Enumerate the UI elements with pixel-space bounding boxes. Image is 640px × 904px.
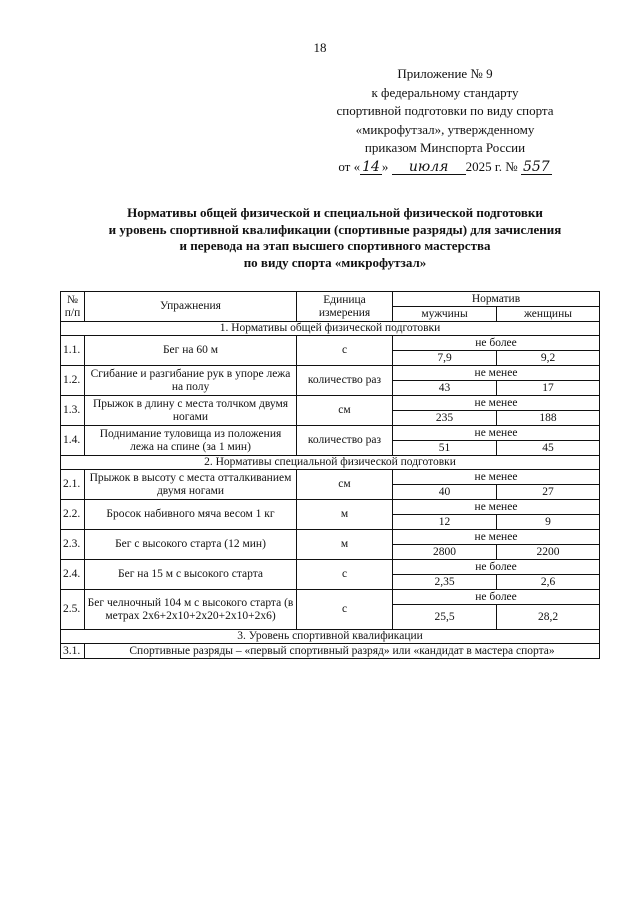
row-unit: м (297, 530, 393, 560)
year-text: 2025 г. № (465, 158, 518, 174)
title-line: и уровень спортивной квалификации (спортивные разряды) для зачисления (108, 221, 562, 237)
row-number: 1.3. (61, 396, 85, 426)
row-men-value: 51 (393, 441, 497, 456)
row-men-value: 2800 (393, 545, 497, 560)
row-exercise: Поднимание туловища из положения лежа на спине (за 1 мин) (85, 426, 297, 456)
row-men-value: 25,5 (393, 605, 497, 630)
row-condition: не менее (393, 530, 600, 545)
row-qualification: Спортивные разряды – «первый спортивный разряд» или «кандидат в мастера спорта» (85, 644, 600, 659)
row-women-value: 188 (497, 411, 600, 426)
row-condition: не менее (393, 500, 600, 515)
document-title (40, 205, 630, 271)
header-number: № п/п (61, 292, 85, 322)
row-men-value: 43 (393, 381, 497, 396)
row-exercise: Бросок набивного мяча весом 1 кг (85, 500, 297, 530)
row-unit: с (297, 336, 393, 366)
row-women-value: 27 (497, 485, 600, 500)
section-heading: 3. Уровень спортивной квалификации (61, 630, 600, 644)
appendix-line: «микрофутзал», утвержденному (355, 121, 535, 137)
header-women: женщины (497, 307, 600, 322)
title-line: Нормативы общей физической и специальной физической подготовки (127, 205, 543, 220)
row-number: 2.4. (61, 560, 85, 590)
row-number: 2.5. (61, 590, 85, 630)
row-women-value: 9,2 (497, 351, 600, 366)
row-men-value: 7,9 (393, 351, 497, 366)
appendix-line: к федеральному стандарту (371, 84, 519, 100)
header-norm: Норматив (393, 292, 600, 307)
row-unit: с (297, 560, 393, 590)
row-unit: с (297, 590, 393, 630)
row-number: 1.1. (61, 336, 85, 366)
row-men-value: 12 (393, 515, 497, 530)
row-men-value: 2,35 (393, 575, 497, 590)
row-number: 1.4. (61, 426, 85, 456)
norms-table (60, 291, 600, 659)
handwritten-day: 14 (362, 158, 380, 175)
row-exercise: Бег на 15 м с высокого старта (85, 560, 297, 590)
order-date-line (295, 158, 595, 177)
title-line: по виду спорта «микрофутзал» (243, 254, 427, 270)
title-line: и перевода на этап высшего спортивного мастерства (179, 238, 491, 253)
row-number: 2.2. (61, 500, 85, 530)
appendix-line: спортивной подготовки по виду спорта (336, 103, 554, 118)
date-mid: » (381, 158, 389, 174)
row-men-value: 40 (393, 485, 497, 500)
row-women-value: 17 (497, 381, 600, 396)
row-unit: см (297, 396, 393, 426)
header-unit: Единица измерения (297, 292, 393, 322)
row-exercise: Бег на 60 м (85, 336, 297, 366)
row-condition: не более (393, 336, 600, 351)
appendix-block (295, 65, 595, 176)
date-prefix: от « (338, 158, 361, 174)
handwritten-month: июля (392, 161, 466, 175)
row-number: 2.3. (61, 530, 85, 560)
row-men-value: 235 (393, 411, 497, 426)
row-condition: не менее (393, 470, 600, 485)
row-women-value: 9 (497, 515, 600, 530)
row-exercise: Бег с высокого старта (12 мин) (85, 530, 297, 560)
header-men: мужчины (393, 307, 497, 322)
row-unit: количество раз (297, 426, 393, 456)
row-exercise: Бег челночный 104 м с высокого старта (в метрах 2х6+2х10+2х20+2х10+2х6) (85, 590, 297, 630)
section-heading: 1. Нормативы общей физической подготовки (61, 322, 600, 336)
row-women-value: 28,2 (497, 605, 600, 630)
row-women-value: 2,6 (497, 575, 600, 590)
row-women-value: 2200 (497, 545, 600, 560)
page-number: 18 (313, 40, 327, 55)
row-unit: см (297, 470, 393, 500)
row-women-value: 45 (497, 441, 600, 456)
row-number: 3.1. (61, 644, 85, 659)
row-exercise: Прыжок в высоту с места отталкиванием двумя ногами (85, 470, 297, 500)
row-condition: не менее (393, 366, 600, 381)
row-exercise: Сгибание и разгибание рук в упоре лежа на полу (85, 366, 297, 396)
appendix-line: Приложение № 9 (397, 66, 493, 81)
row-number: 2.1. (61, 470, 85, 500)
header-exercise: Упражнения (85, 292, 297, 322)
section-heading: 2. Нормативы специальной физической подготовки (61, 456, 600, 470)
row-number: 1.2. (61, 366, 85, 396)
row-unit: м (297, 500, 393, 530)
row-exercise: Прыжок в длину с места толчком двумя ногами (85, 396, 297, 426)
row-condition: не менее (393, 426, 600, 441)
row-condition: не более (393, 560, 600, 575)
row-unit: количество раз (297, 366, 393, 396)
row-condition: не менее (393, 396, 600, 411)
handwritten-order-number: 557 (522, 158, 550, 175)
appendix-line: приказом Минспорта России (364, 140, 526, 155)
row-condition: не более (393, 590, 600, 605)
